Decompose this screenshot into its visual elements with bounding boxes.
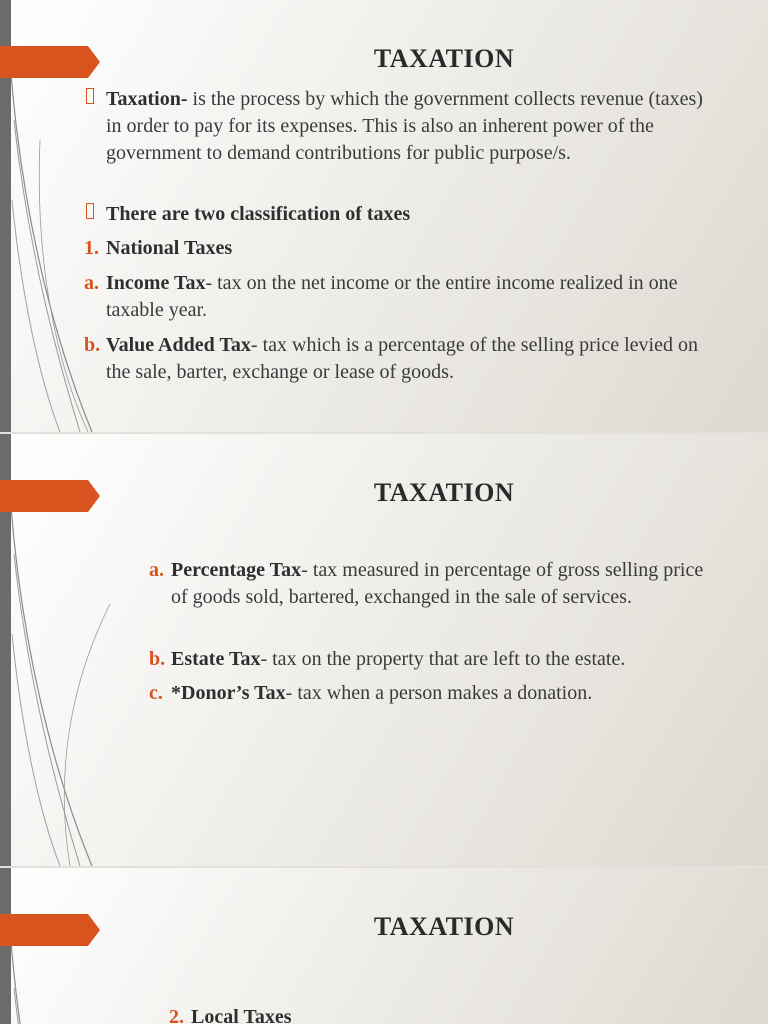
bullet-icon: [86, 88, 94, 104]
item-bold: Taxation-: [106, 88, 188, 110]
list-item: [149, 557, 709, 611]
slide-left-bar: [0, 868, 11, 1024]
item-bold: Percentage Tax: [171, 559, 302, 581]
decorative-curves: [0, 868, 120, 1024]
slide-1: [0, 0, 768, 432]
list-marker: b.: [149, 648, 166, 670]
list-marker: 1.: [84, 237, 99, 259]
item-bold: National Taxes: [106, 237, 233, 259]
list-marker: a.: [149, 559, 164, 581]
list-marker: b.: [84, 334, 101, 356]
list-item: [149, 646, 709, 673]
item-text: - tax when a person makes a donation.: [285, 682, 593, 704]
bullet-icon: [86, 203, 94, 219]
item-bold: Income Tax: [106, 272, 206, 294]
item-bold: Local Taxes: [191, 1006, 292, 1024]
list-marker: 2.: [169, 1006, 184, 1024]
slide-2: [0, 434, 768, 866]
list-item: [149, 680, 709, 707]
slide-title: TAXATION: [373, 478, 515, 507]
item-text: is the process by which the government collects revenue (taxes) in order to pay for its expenses. This is also an inherent power of the government to demand contributions for public purpose/s.: [106, 88, 703, 164]
list-item: [84, 270, 714, 324]
slide-title: TAXATION: [373, 912, 515, 941]
item-text: - tax which is a percentage of the selling price levied on the sale, barter, exchange or lease of goods.: [106, 334, 698, 383]
list-item: [169, 1004, 709, 1024]
item-bold: There are two classification of taxes: [106, 203, 411, 225]
list-item: [86, 86, 716, 167]
list-marker: a.: [84, 272, 99, 294]
item-text: - tax on the net income or the entire income realized in one taxable year.: [106, 272, 678, 321]
item-bold: Value Added Tax: [106, 334, 251, 356]
item-bold: Estate Tax: [171, 648, 261, 670]
list-item: [86, 201, 716, 228]
list-item: [84, 332, 714, 386]
item-text: - tax measured in percentage of gross selling price of goods sold, bartered, exchanged in the sale of services.: [171, 559, 704, 608]
slide-title: TAXATION: [373, 44, 515, 73]
list-item: [84, 235, 714, 262]
list-marker: c.: [149, 682, 163, 704]
item-bold: *Donor’s Tax: [171, 682, 286, 704]
item-text: - tax on the property that are left to the estate.: [260, 648, 626, 670]
slide-3: [0, 868, 768, 1024]
